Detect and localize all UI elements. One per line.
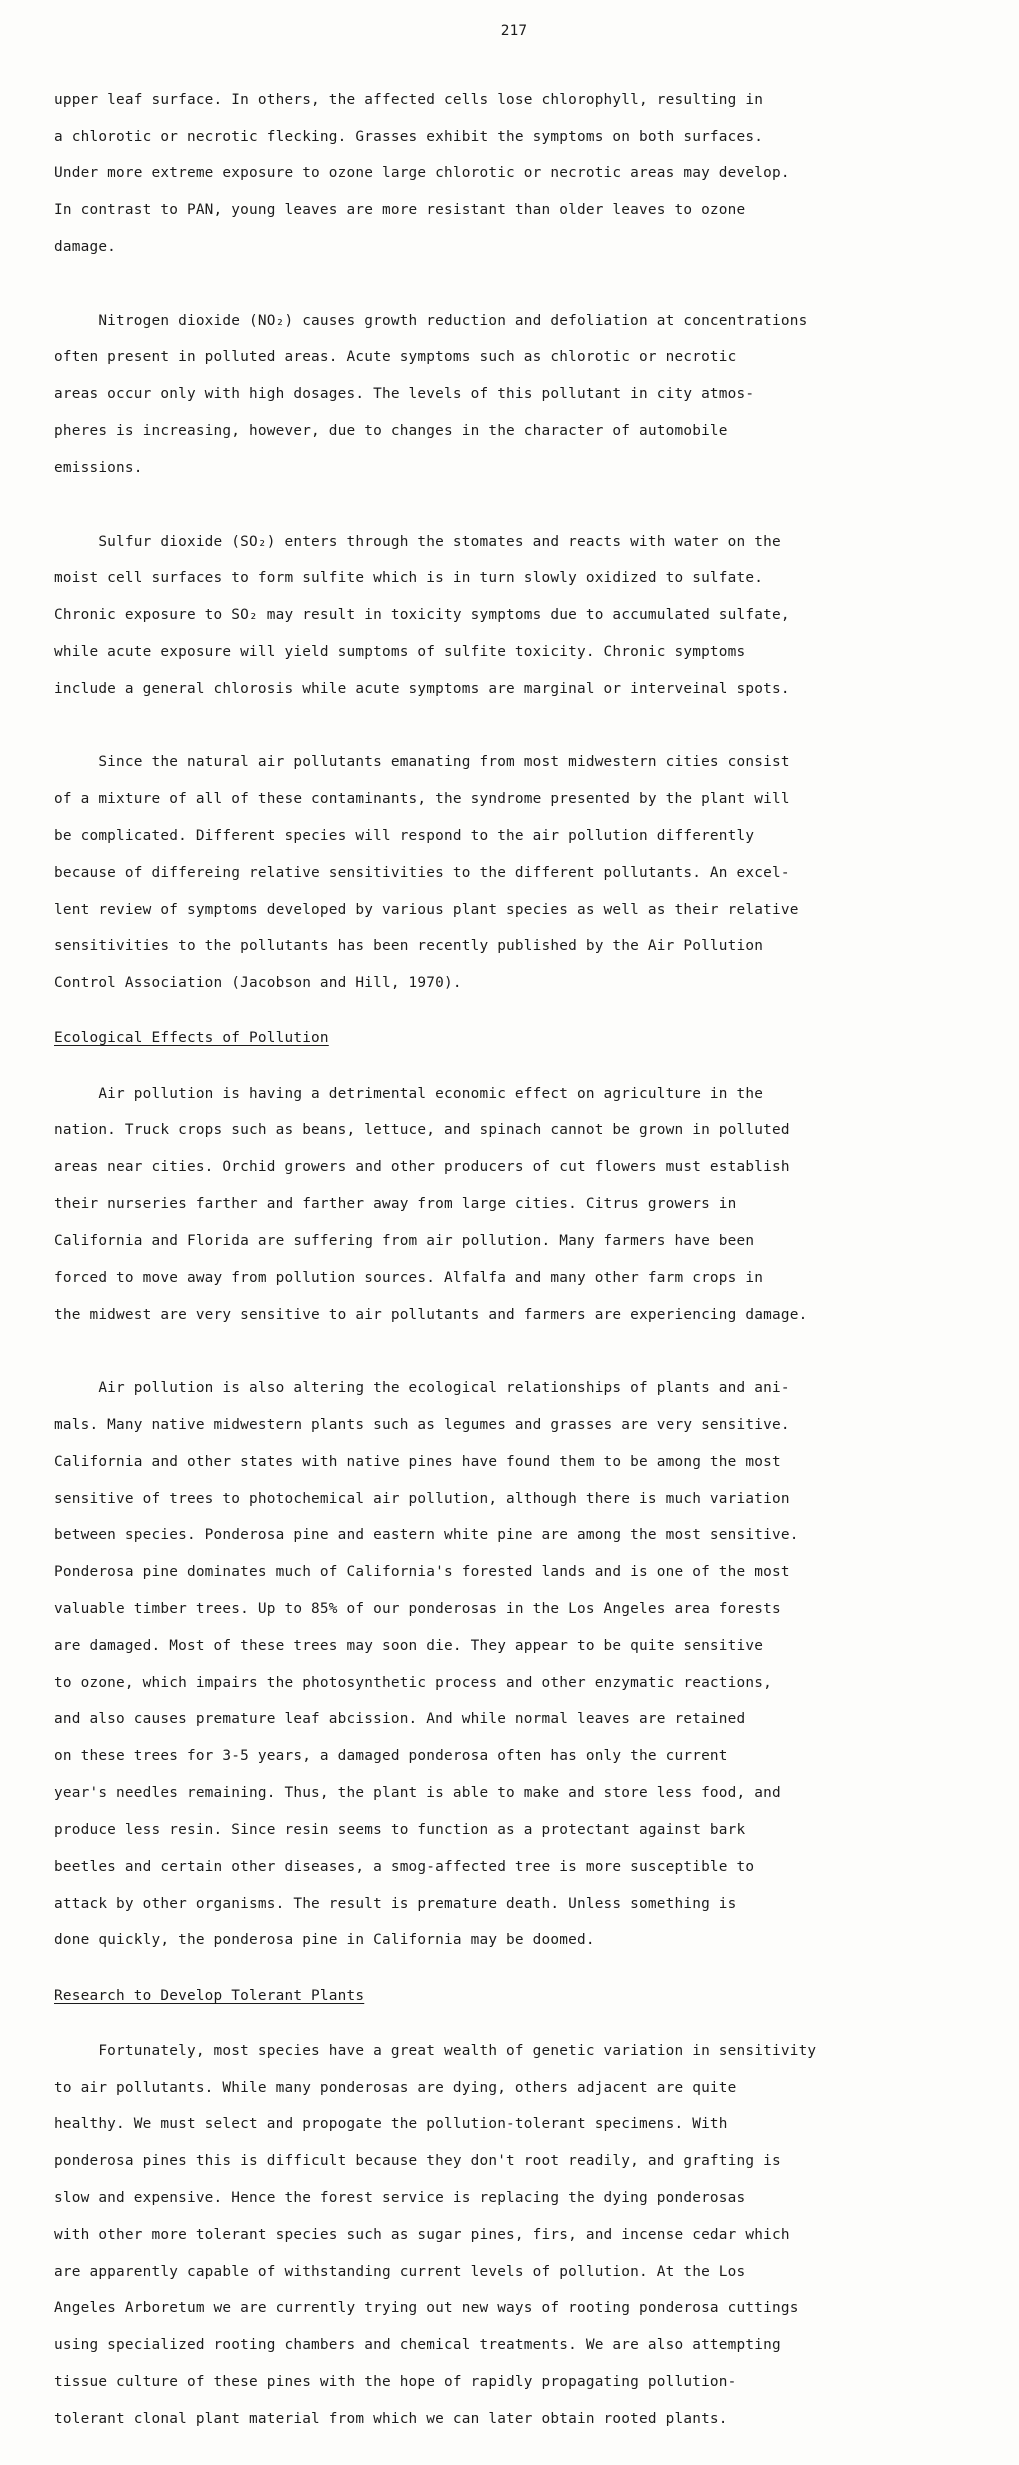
paragraph-ecological-relationships <box>54 1361 1014 1968</box>
text-line: areas occur only with high dosages. The levels of this pollutant in city atmos- <box>54 386 755 403</box>
text-line: the midwest are very sensitive to air pollutants and farmers are experiencing damage. <box>54 1306 808 1323</box>
text-line: often present in polluted areas. Acute symptoms such as chlorotic or necrotic <box>54 349 737 366</box>
section-heading-ecological-effects: Ecological Effects of Pollution <box>54 1030 329 1047</box>
text-line: of a mixture of all of these contaminants, the syndrome presented by the plant will <box>54 791 790 808</box>
text-line: Ponderosa pine dominates much of California's forested lands and is one of the most <box>54 1564 790 1581</box>
text-line: valuable timber trees. Up to 85% of our ponderosas in the Los Angeles area forests <box>54 1601 781 1618</box>
section-heading-research-tolerant-plants: Research to Develop Tolerant Plants <box>54 1987 365 2004</box>
text-line: are damaged. Most of these trees may soon die. They appear to be quite sensitive <box>54 1637 764 1654</box>
text-line: Under more extreme exposure to ozone large chlorotic or necrotic areas may develop. <box>54 165 790 182</box>
paragraph-genetic-variation <box>54 2023 1014 2446</box>
text-line: pheres is increasing, however, due to changes in the character of automobile <box>54 423 728 440</box>
text-line: moist cell surfaces to form sulfite which is in turn slowly oxidized to sulfate. <box>54 570 764 587</box>
text-line: Sulfur dioxide (SO₂) enters through the stomates and reacts with water on the <box>54 533 781 550</box>
text-line: areas near cities. Orchid growers and other producers of cut flowers must establish <box>54 1159 790 1176</box>
text-line: while acute exposure will yield sumptoms of sulfite toxicity. Chronic symptoms <box>54 643 746 660</box>
text-line: Control Association (Jacobson and Hill, 1970). <box>54 975 462 992</box>
text-line: California and other states with native pines have found them to be among the most <box>54 1453 781 1470</box>
text-line: a chlorotic or necrotic flecking. Grasses exhibit the symptoms on both surfaces. <box>54 128 764 145</box>
text-line: sensitivities to the pollutants has been recently published by the Air Pollution <box>54 938 764 955</box>
text-line: forced to move away from pollution sources. Alfalfa and many other farm crops in <box>54 1269 764 1286</box>
text-line: slow and expensive. Hence the forest service is replacing the dying ponderosas <box>54 2190 746 2206</box>
text-line: Fortunately, most species have a great wealth of genetic variation in sensitivity <box>54 2042 817 2059</box>
text-line: upper leaf surface. In others, the affected cells lose chlorophyll, resulting in <box>54 91 764 108</box>
text-line: lent review of symptoms developed by various plant species as well as their relative <box>54 901 799 918</box>
text-line: Angeles Arboretum we are currently trying out new ways of rooting ponderosa cuttings <box>54 2300 799 2317</box>
page-number: 217 <box>500 23 528 39</box>
text-line: healthy. We must select and propogate the pollution-tolerant specimens. With <box>54 2116 728 2133</box>
text-line: be complicated. Different species will respond to the air pollution differently <box>54 828 755 845</box>
text-line: emissions. <box>54 459 143 476</box>
text-line: sensitive of trees to photochemical air pollution, although there is much variation <box>54 1490 790 1507</box>
text-line: on these trees for 3-5 years, a damaged ponderosa often has only the current <box>54 1748 728 1765</box>
text-line: because of differeing relative sensitivities to the different pollutants. An excel- <box>54 864 790 881</box>
text-line: Since the natural air pollutants emanating from most midwestern cities consist <box>54 754 790 771</box>
text-line: with other more tolerant species such as sugar pines, firs, and incense cedar which <box>54 2226 790 2243</box>
text-line: ponderosa pines this is difficult because they don't root readily, and grafting is <box>54 2153 781 2170</box>
document-page <box>54 22 1014 2465</box>
text-line: mals. Many native midwestern plants such as legumes and grasses are very sensitive. <box>54 1416 790 1433</box>
text-line: beetles and certain other diseases, a smog-affected tree is more susceptible to <box>54 1858 755 1875</box>
text-line: In contrast to PAN, young leaves are more resistant than older leaves to ozone <box>54 202 746 219</box>
text-line: attack by other organisms. The result is premature death. Unless something is <box>54 1895 737 1912</box>
text-line: to air pollutants. While many ponderosas are dying, others adjacent are quite <box>54 2079 737 2096</box>
text-line: California and Florida are suffering from air pollution. Many farmers have been <box>54 1232 755 1249</box>
text-line: to ozone, which impairs the photosynthetic process and other enzymatic reactions, <box>54 1674 772 1691</box>
text-line: their nurseries farther and farther away from large cities. Citrus growers in <box>54 1196 737 1213</box>
paragraph-ozone-damage <box>54 72 1014 274</box>
paragraph-sulfur-dioxide <box>54 514 1014 716</box>
paragraph-economic-effect <box>54 1066 1014 1342</box>
paragraph-nitrogen-dioxide <box>54 293 1014 495</box>
text-line: done quickly, the ponderosa pine in California may be doomed. <box>54 1932 595 1949</box>
text-line: nation. Truck crops such as beans, lettuce, and spinach cannot be grown in polluted <box>54 1122 790 1139</box>
text-line: Chronic exposure to SO₂ may result in toxicity symptoms due to accumulated sulfate, <box>54 607 790 624</box>
text-line: tissue culture of these pines with the hope of rapidly propagating pollution- <box>54 2374 737 2391</box>
text-line: damage. <box>54 239 117 256</box>
text-line: year's needles remaining. Thus, the plant is able to make and store less food, and <box>54 1785 781 1802</box>
text-line: are apparently capable of withstanding current levels of pollution. At the Los <box>54 2263 746 2280</box>
text-line: include a general chlorosis while acute symptoms are marginal or interveinal spots. <box>54 680 790 697</box>
paragraph-mixture-syndrome <box>54 735 1014 1011</box>
text-line: Air pollution is having a detrimental economic effect on agriculture in the <box>54 1085 764 1102</box>
text-line: produce less resin. Since resin seems to function as a protectant against bark <box>54 1821 746 1838</box>
text-line: Nitrogen dioxide (NO₂) causes growth reduction and defoliation at concentrations <box>54 312 808 329</box>
text-line: and also causes premature leaf abcission. And while normal leaves are retained <box>54 1711 746 1728</box>
text-line: using specialized rooting chambers and chemical treatments. We are also attempting <box>54 2337 781 2354</box>
text-line: tolerant clonal plant material from which we can later obtain rooted plants. <box>54 2410 728 2427</box>
text-line: between species. Ponderosa pine and eastern white pine are among the most sensitive. <box>54 1527 799 1544</box>
text-line: Air pollution is also altering the ecological relationships of plants and ani- <box>54 1380 790 1397</box>
